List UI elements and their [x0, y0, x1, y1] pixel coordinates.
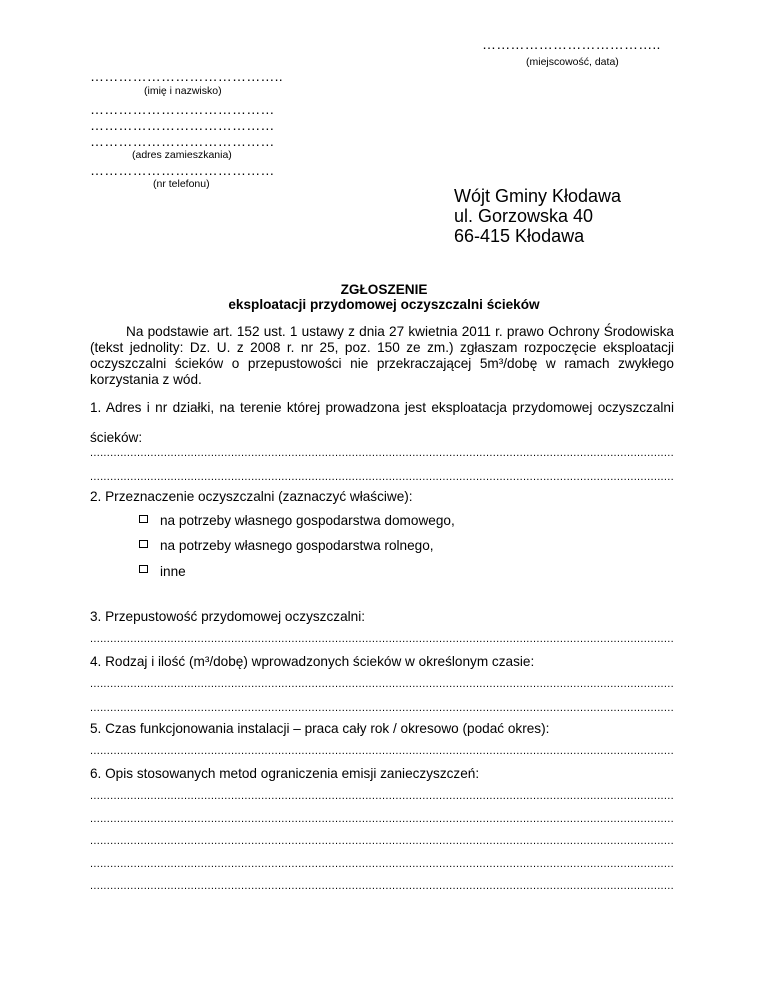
recipient-line-1: Wójt Gminy Kłodawa	[454, 186, 622, 206]
address-field-line-2[interactable]: …………………………………	[90, 117, 275, 133]
option-household-checkbox[interactable]	[139, 515, 148, 523]
place-date-caption: (miejscowość, data)	[526, 56, 619, 68]
name-field[interactable]: …………………………………..	[90, 68, 283, 84]
question-6-answer-line-2[interactable]	[90, 812, 674, 826]
address-field-line-3[interactable]: …………………………………	[90, 133, 275, 149]
name-caption: (imię i nazwisko)	[144, 85, 222, 97]
option-other-label: inne	[160, 564, 186, 579]
option-household-label: na potrzeby własnego gospodarstwa domowego,	[160, 513, 455, 528]
phone-field[interactable]: …………………………………	[90, 162, 275, 178]
question-2-label: 2. Przeznaczenie oczyszczalni (zaznaczyć właściwe):	[90, 489, 413, 504]
question-6-answer-line-5[interactable]	[90, 879, 674, 893]
document-subtitle: eksploatacji przydomowej oczyszczalni ścieków	[228, 297, 540, 312]
question-1-answer-line-1[interactable]	[90, 446, 674, 460]
question-6-label: 6. Opis stosowanych metod ograniczenia emisji zanieczyszczeń:	[90, 766, 480, 781]
question-4-label: 4. Rodzaj i ilość (m³/dobę) wprowadzonych ścieków w określonym czasie:	[90, 654, 535, 669]
document-title: ZGŁOSZENIE	[340, 282, 428, 297]
phone-caption: (nr telefonu)	[153, 178, 210, 190]
address-caption: (adres zamieszkania)	[132, 149, 232, 161]
recipient-line-2: ul. Gorzowska 40	[454, 206, 594, 226]
question-4-answer-line-2[interactable]	[90, 701, 674, 715]
question-6-answer-line-4[interactable]	[90, 857, 674, 871]
question-6-answer-line-3[interactable]	[90, 834, 674, 848]
place-date-field[interactable]: ………………………………..	[482, 36, 661, 52]
option-farm-checkbox[interactable]	[139, 540, 148, 548]
recipient-line-3: 66-415 Kłodawa	[454, 226, 585, 246]
question-6-answer-line-1[interactable]	[90, 789, 674, 803]
option-farm-label: na potrzeby własnego gospodarstwa rolnego,	[160, 538, 434, 553]
question-4-answer-line-1[interactable]	[90, 677, 674, 691]
question-1-answer-line-2[interactable]	[90, 470, 674, 484]
option-other-checkbox[interactable]	[139, 565, 148, 573]
intro-paragraph: Na podstawie art. 152 ust. 1 ustawy z dnia 27 kwietnia 2011 r. prawo Ochrony Środowiska (tekst jednolity: Dz. U. z 2008 r. nr 25, poz. 150 ze zm.) zgłaszam rozpoczęcie eksploatacji oczyszczalni ścieków o przepustowości nie przekraczającej 5m³/dobę w ramach zwykłego korzystania z wód.	[90, 324, 674, 387]
question-5-answer-line-1[interactable]	[90, 744, 674, 758]
address-field-line-1[interactable]: …………………………………	[90, 101, 275, 117]
question-3-label: 3. Przepustowość przydomowej oczyszczalni:	[90, 609, 366, 624]
question-3-answer-line-1[interactable]	[90, 632, 674, 646]
question-5-label: 5. Czas funkcjonowania instalacji – praca cały rok / okresowo (podać okres):	[90, 721, 550, 736]
question-1-label: 1. Adres i nr działki, na terenie której prowadzona jest eksploatacja przydomowej oczyszczalni ścieków:	[90, 400, 674, 445]
